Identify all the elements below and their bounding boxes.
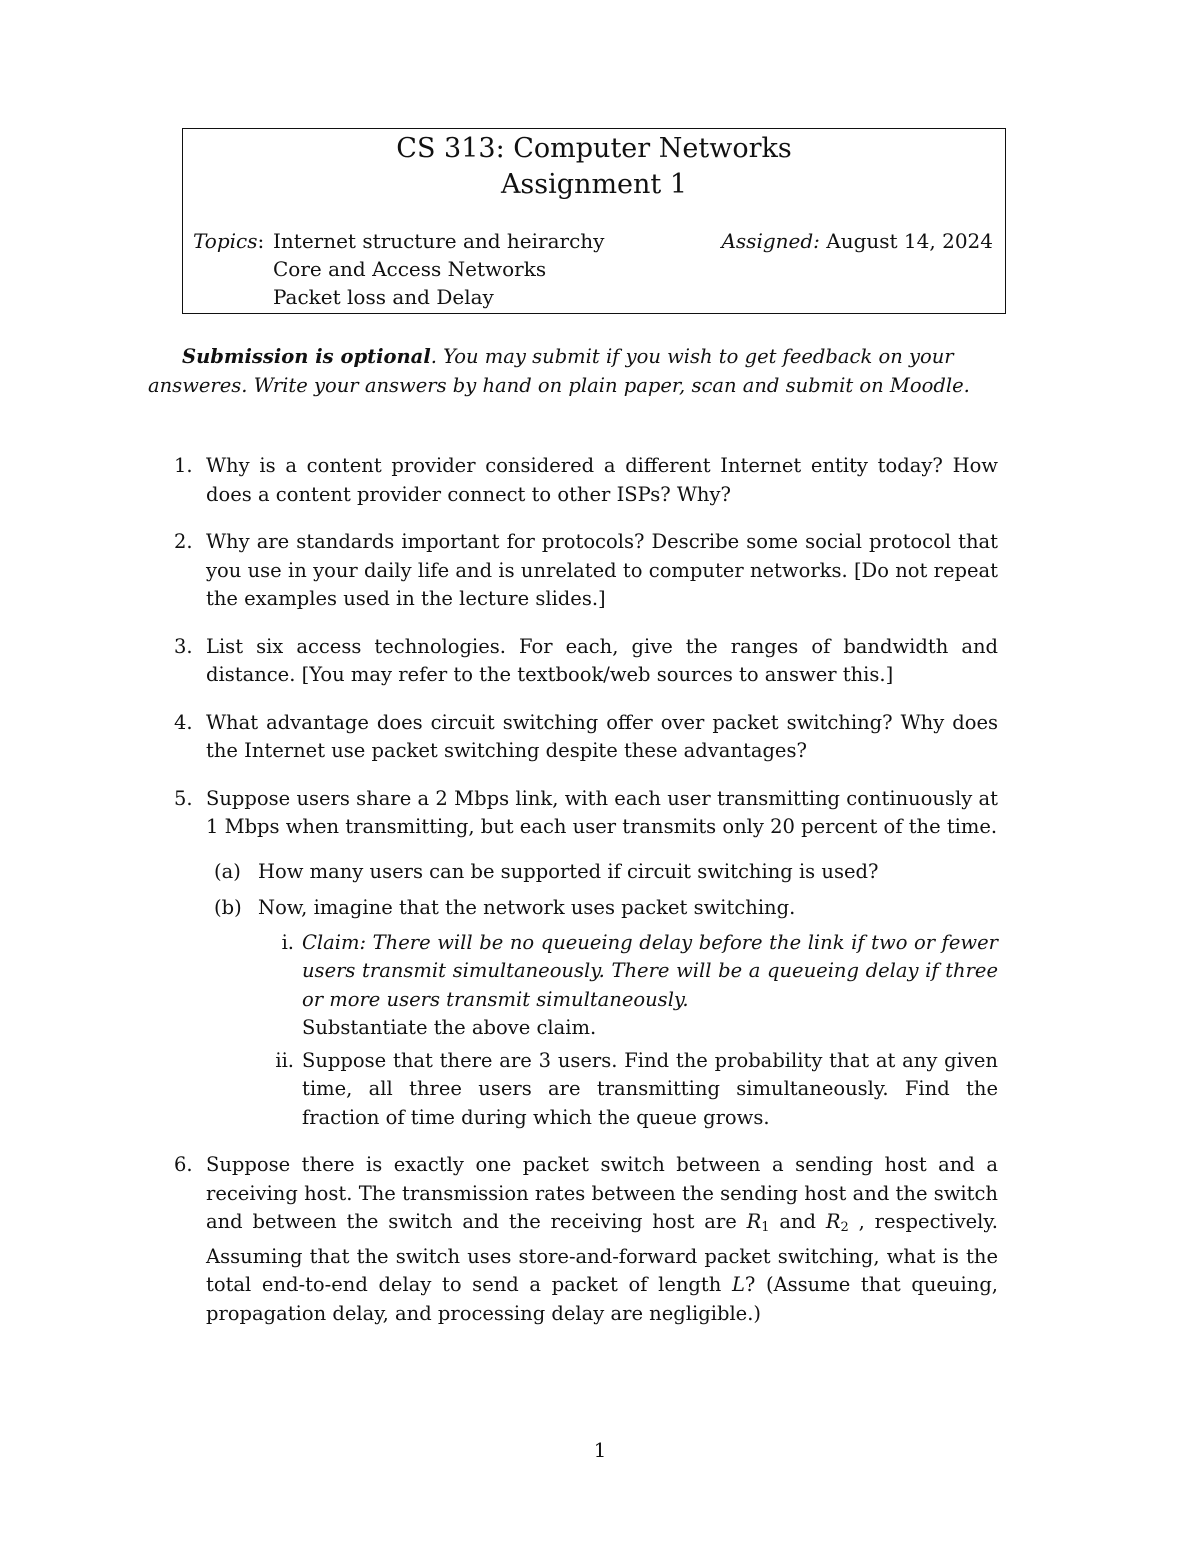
header-box: [182, 128, 1006, 314]
question-2: 2. Why are standards important for protocols? Describe some social protocol that you use in your daily life and is unrelated to computer networks. [Do not repeat the examples used in the lecture slides.]: [174, 530, 998, 610]
topic-item: Packet loss and Delay: [273, 285, 494, 309]
topic-item: Core and Access Networks: [273, 257, 547, 281]
assigned-date: Assigned: August 14, 2024: [721, 229, 993, 253]
question-5: 5. Suppose users share a 2 Mbps link, with each user transmitting continuously at 1 Mbps when transmitting, but each user transmits only 20 percent of the time. (a) How many users can be supported if circuit switching is used? (b) Now, imagine that the network uses packet switching. i. Claim: There will be no queueing delay before the link if two or fewer users transmit simultaneously. There will be a queueing delay if three or more users transmit simultaneously. Substantiate the above claim. ii. Suppose that there are 3 users. Find the probability that at any given time, all three users are transmitting simultaneously. Find the fraction of time during which the queue grows.: [158, 785, 998, 1133]
page-number: 1: [593, 1438, 607, 1462]
topics-label: Topics:: [193, 229, 265, 253]
question-5b-ii: ii. Suppose that there are 3 users. Find the probability that at any given time, all three users are transmitting simultaneously. Find the fraction of time during which the queue grows.: [275, 1048, 998, 1129]
question-3: 3. List six access technologies. For each, give the ranges of bandwidth and distance. [You may refer to the textbook/web sources to answer this.]: [174, 634, 998, 686]
question-6: 6. Suppose there is exactly one packet switch between a sending host and a receiving host. The transmission rates between the sending host and the switch and between the switch and the receiving host are R1 and R2 , respectively. Assuming that the switch uses store-and-forward packet switching, what is the total end-to-end delay to send a packet of length L? (Assume that queuing, propagation delay, and processing delay are negligible.): [174, 1153, 998, 1325]
assignment-title: Assignment 1: [500, 169, 688, 200]
course-title: CS 313: Computer Networks: [396, 133, 792, 164]
question-5b: (b) Now, imagine that the network uses packet switching. i. Claim: There will be no queueing delay before the link if two or fewer users transmit simultaneously. There will be a queueing delay if three or more users transmit simultaneously. Substantiate the above claim. ii. Suppose that there are 3 users. Find the probability that at any given time, all three users are transmitting simultaneously. Find the fraction of time during which the queue grows.: [206, 894, 998, 1132]
question-5a: (a) How many users can be supported if circuit switching is used?: [214, 859, 879, 883]
question-4: 4. What advantage does circuit switching offer over packet switching? Why does the Internet use packet switching despite these advantages?: [174, 710, 998, 762]
question-5b-i: i. Claim: There will be no queueing delay before the link if two or fewer users transmit simultaneously. There will be a queueing delay if three or more users transmit simultaneously. Substantiate the above claim.: [281, 930, 998, 1039]
topic-item: Internet structure and heirarchy: [273, 229, 605, 253]
question-1: 1. Why is a content provider considered a different Internet entity today? How does a content provider connect to other ISPs? Why?: [174, 454, 998, 506]
submission-notice: Submission is optional. You may submit if you wish to get feedback on your answeres. Write your answers by hand on plain paper, scan and submit on Moodle.: [148, 345, 970, 397]
question-5b-parts: [258, 929, 998, 1133]
question-list: [158, 452, 998, 1347]
question-5-parts: [206, 858, 998, 1133]
